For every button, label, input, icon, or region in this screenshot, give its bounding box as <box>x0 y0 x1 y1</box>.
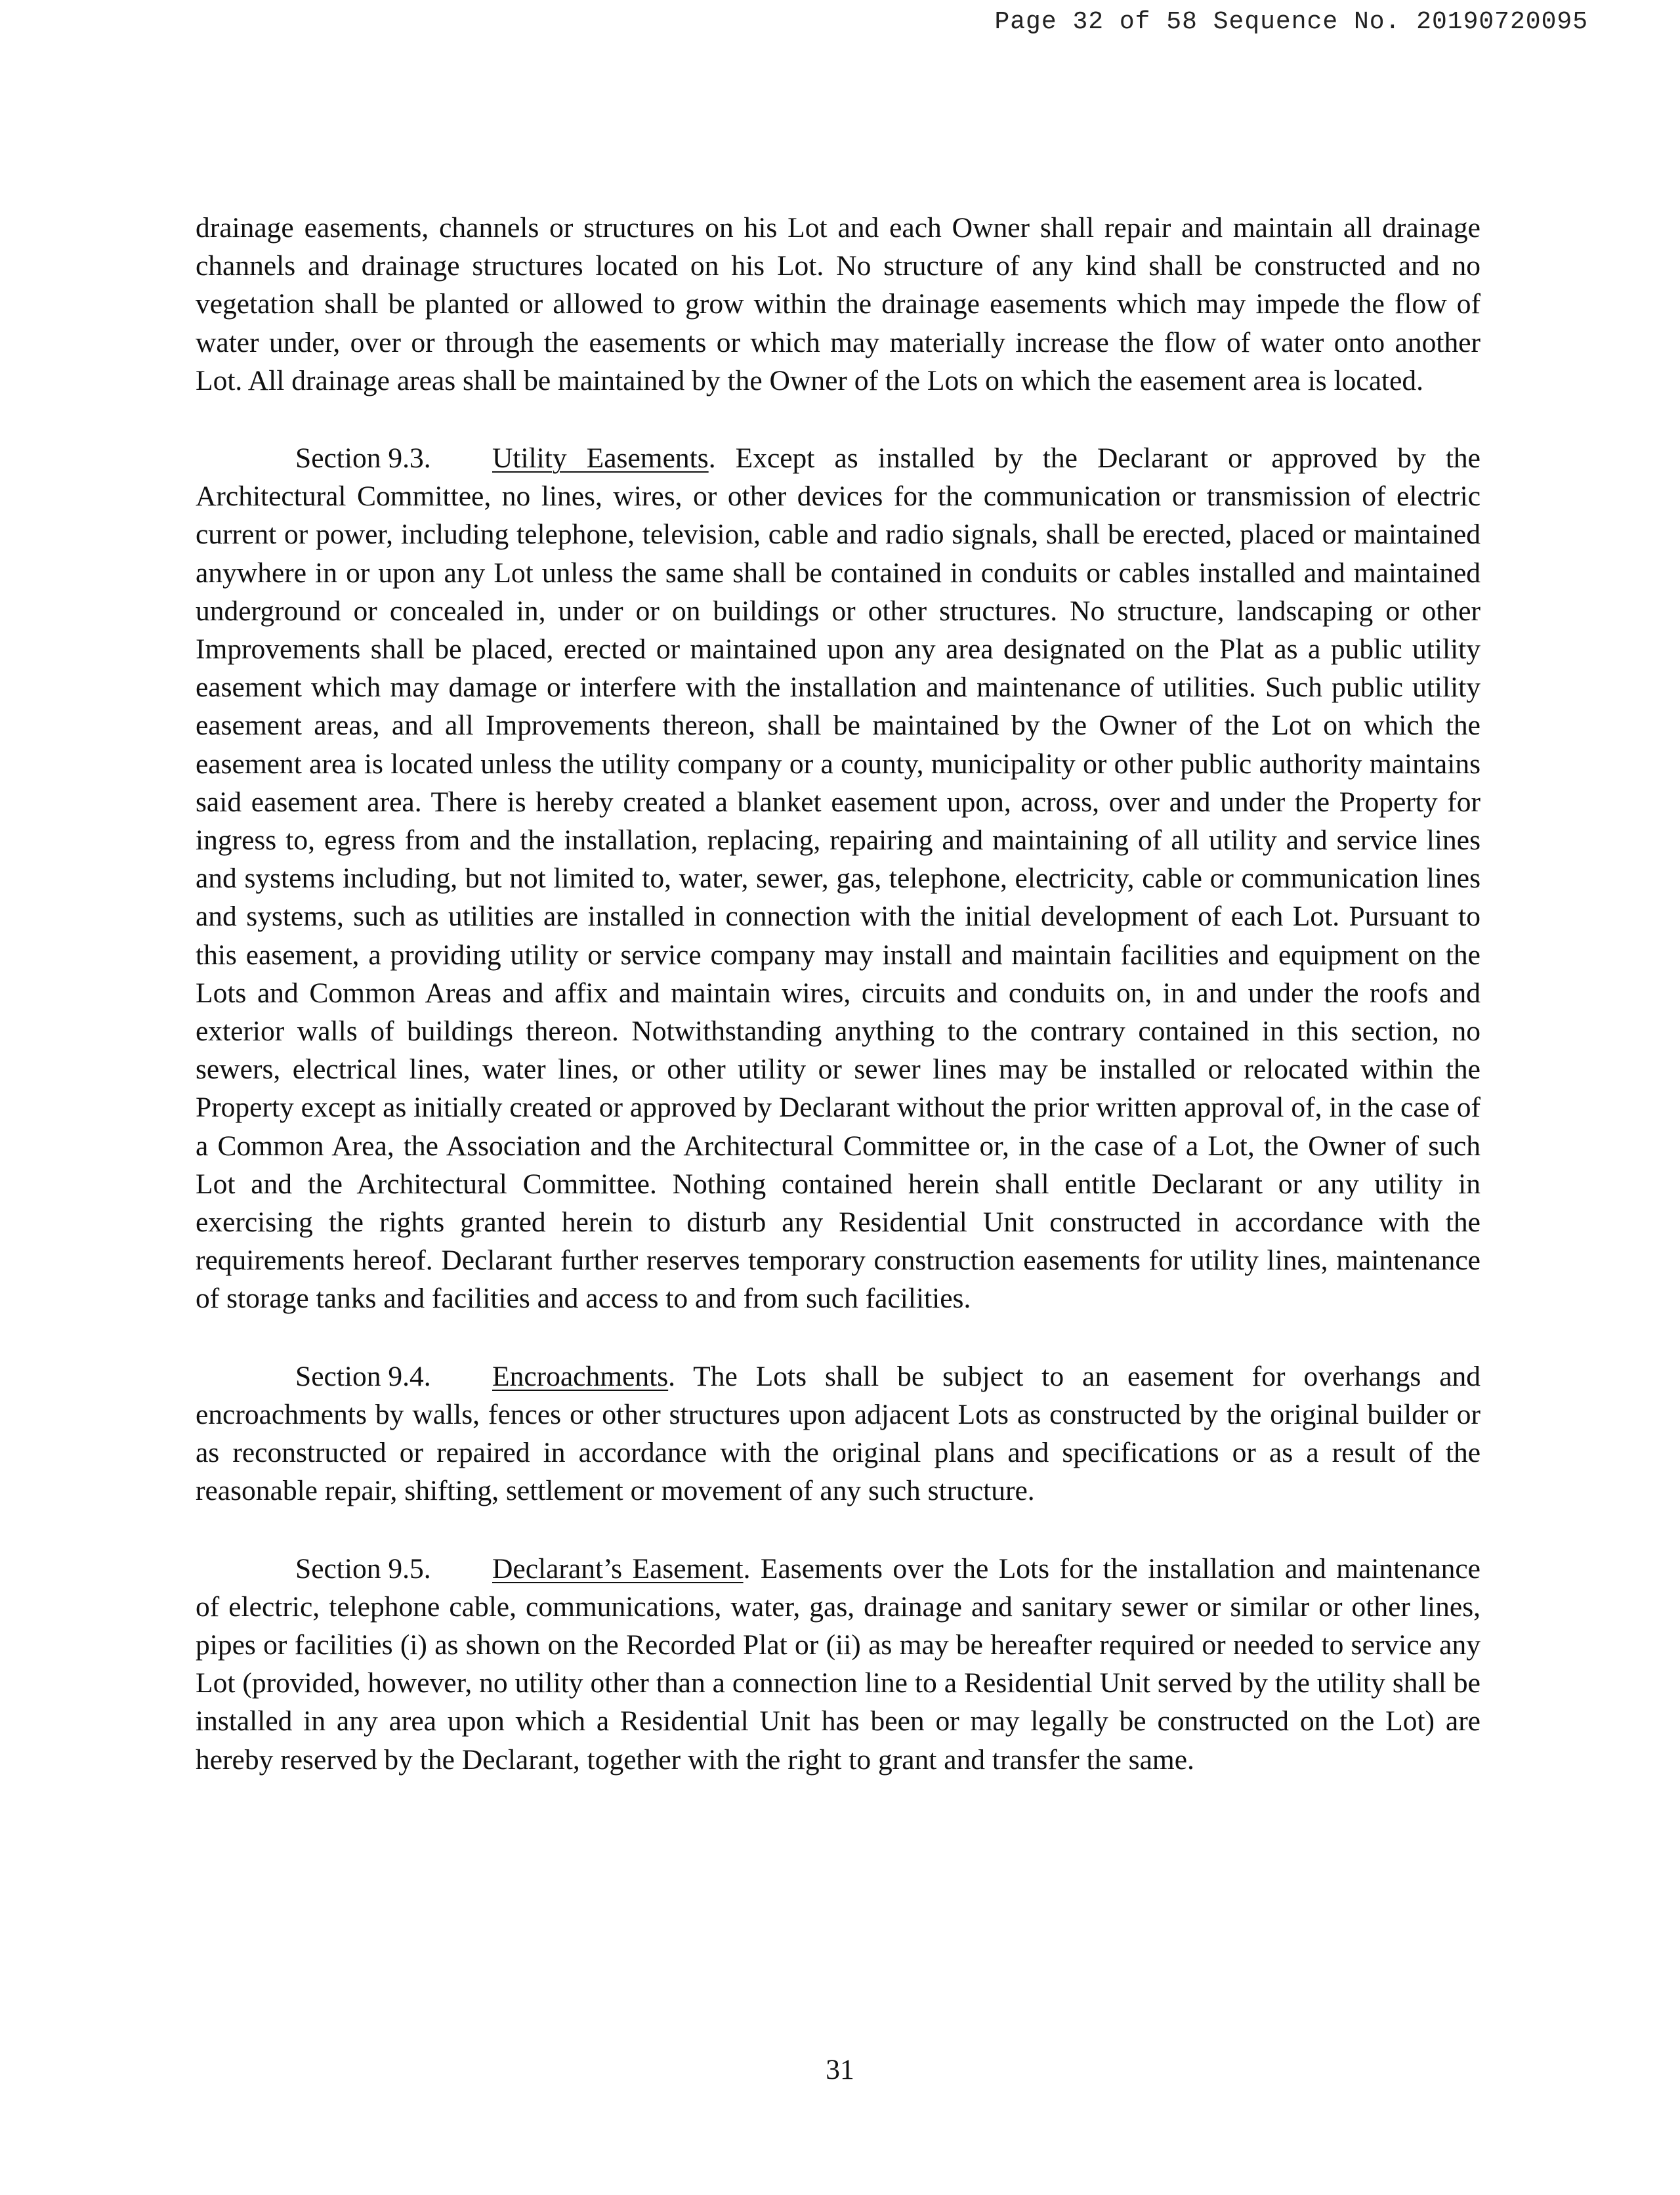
section-title: Utility Easements <box>492 442 709 475</box>
section-body: . The Lots shall be subject to an easement for overhangs and encroachments by walls, fences or other structures upon adjacent Lots as constructed by the original builder or as reconstructed or repaired in accordance with the original plans and specifications or as a result of the reasonable repair, shifting, settlement or movement of any such structure. <box>196 1360 1480 1507</box>
section-body: . Easements over the Lots for the installation and maintenance of electric, telephone cable, communications, water, gas, drainage and sanitary sewer or similar or other lines, pipes or facilities (i) as shown on the Recorded Plat or (ii) as may be hereafter required or needed to service any Lot (provided, however, no utility other than a connection line to a Residential Unit served by the utility shall be installed in any area upon which a Residential Unit has been or may legally be constructed on the Lot) are hereby reserved by the Declarant, together with the right to grant and transfer the same. <box>196 1552 1480 1776</box>
paragraph-drainage-continuation: drainage easements, channels or structures on his Lot and each Owner shall repair and maintain all drainage channels and drainage structures located on his Lot. No structure of any kind shall be constructed and no vegetation shall be planted or allowed to grow within the drainage easements which may impede the flow of water under, over or through the easements or which may materially increase the flow of water onto another Lot. All drainage areas shall be maintained by the Owner of the Lots on which the easement area is located. <box>196 212 1480 396</box>
section-number: Section 9.4. <box>295 1360 431 1392</box>
section-title: Declarant’s Easement <box>492 1552 744 1585</box>
section-body: . Except as installed by the Declarant or approved by the Architectural Committee, no lines, wires, or other devices for the communication or transmission of electric current or power, including telephone, television, cable and radio signals, shall be erected, placed or maintained anywhere in or upon any Lot unless the same shall be contained in conduits or cables installed and maintained underground or concealed in, under or on buildings or other structures. No structure, landscaping or other Improvements shall be placed, erected or maintained upon any area designated on the Plat as a public utility easement which may damage or interfere with the installation and maintenance of utilities. Such public utility easement areas, and all Improvements thereon, shall be maintained by the Owner of the Lot on which the easement area is located unless the utility company or a county, municipality or other public authority maintains said easement area. There is hereby created a blanket easement upon, across, over and under the Property for ingress to, egress from and the installation, replacing, repairing and maintaining of all utility and service lines and systems including, but not limited to, water, sewer, gas, telephone, electricity, cable or communication lines and systems, such as utilities are installed in connection with the initial development of each Lot. Pursuant to this easement, a providing utility or service company may install and maintain facilities and equipment on the Lots and Common Areas and affix and maintain wires, circuits and conduits on, in and under the roofs and exterior walls of buildings thereon. Notwithstanding anything to the contrary contained in this section, no sewers, electrical lines, water lines, or other utility or sewer lines may be installed or relocated within the Property except as initially created or approved by Declarant without the prior written approval of, in the case of a Common Area, the Association and the Architectural Committee or, in the case of a Lot, the Owner of such Lot and the Architectural Committee. Nothing contained herein shall entitle Declarant or any utility in exercising the rights granted herein to disturb any Residential Unit constructed in accordance with the requirements hereof. Declarant further reserves temporary construction easements for utility lines, maintenance of storage tanks and facilities and access to and from such facilities. <box>196 442 1481 1315</box>
section-number: Section 9.5. <box>295 1552 431 1585</box>
section-number: Section 9.3. <box>295 442 431 475</box>
section-9-3-utility-easements <box>196 439 1480 1318</box>
section-title: Encroachments <box>492 1360 669 1392</box>
section-9-5-declarants-easement <box>196 1550 1480 1779</box>
page-sequence-stamp: Page 32 of 58 Sequence No. 20190720095 <box>994 8 1588 36</box>
page-number: 31 <box>826 2054 854 2085</box>
document-body <box>196 209 1480 1818</box>
section-9-4-encroachments <box>196 1357 1480 1510</box>
